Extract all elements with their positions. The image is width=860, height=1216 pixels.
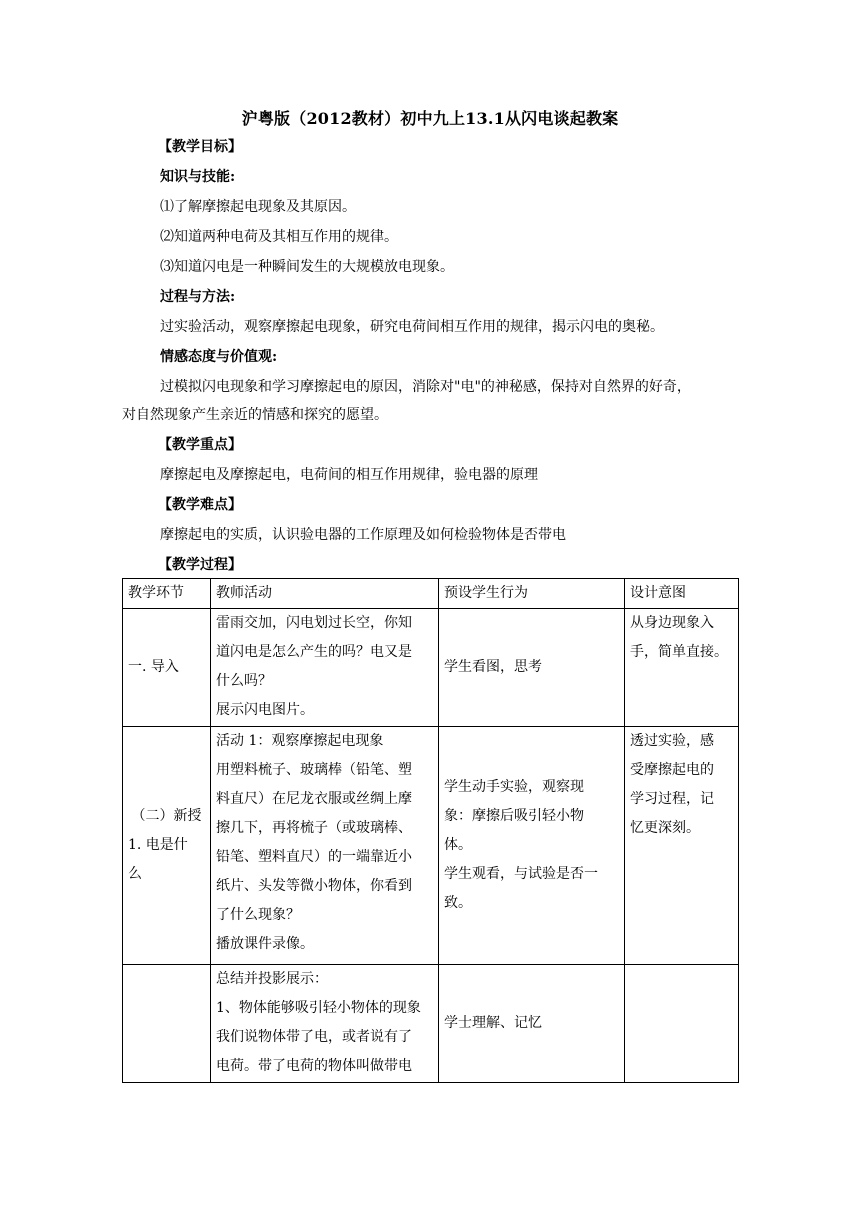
knowledge-heading: 知识与技能:	[160, 169, 236, 185]
key-points-heading: 【教学重点】	[158, 437, 242, 453]
header-student: 预设学生行为	[439, 579, 625, 609]
row2-stage: （二）新授 1. 电是什 么	[123, 727, 211, 965]
attitude-heading: 情感态度与价值观:	[160, 349, 278, 365]
table-row	[123, 965, 739, 1083]
knowledge-item-1: ⑴了解摩擦起电现象及其原因。	[160, 199, 356, 215]
process-method-text: 过实验活动，观察摩擦起电现象，研究电荷间相互作用的规律，揭示闪电的奥秘。	[160, 319, 664, 335]
table-header-row	[123, 579, 739, 609]
row2-teacher: 活动 1：观察摩擦起电现象 用塑料梳子、玻璃棒（铅笔、塑 料直尺）在尼龙衣服或丝绸上摩 擦几下，再将梳子（或玻璃棒、 铅笔、塑料直尺）的一端靠近小 纸片、头发等微小物体，你看到 了什么现象？ 播放课件录像。	[211, 727, 439, 965]
table-row	[123, 609, 739, 727]
row1-teacher: 雷雨交加，闪电划过长空，你知 道闪电是怎么产生的吗？电又是 什么吗？ 展示闪电图片。	[211, 609, 439, 727]
header-stage: 教学环节	[123, 579, 211, 609]
row3-student: 学士理解、记忆	[439, 965, 625, 1083]
knowledge-item-2: ⑵知道两种电荷及其相互作用的规律。	[160, 229, 398, 245]
row1-intent: 从身边现象入 手，简单直接。	[625, 609, 739, 727]
row3-stage	[123, 965, 211, 1083]
objectives-heading: 【教学目标】	[158, 139, 242, 155]
key-points-text: 摩擦起电及摩擦起电，电荷间的相互作用规律，验电器的原理	[160, 467, 538, 483]
row3-teacher: 总结并投影展示： 1、物体能够吸引轻小物体的现象 我们说物体带了电，或者说有了 电荷。带了电荷的物体叫做带电	[211, 965, 439, 1083]
difficulties-heading: 【教学难点】	[158, 497, 242, 513]
row1-student: 学生看图，思考	[439, 609, 625, 727]
process-method-heading: 过程与方法:	[160, 289, 236, 305]
row2-student: 学生动手实验，观察现 象：摩擦后吸引轻小物 体。 学生观看，与试验是否一 致。	[439, 727, 625, 965]
header-teacher: 教师活动	[211, 579, 439, 609]
row2-intent: 透过实验，感 受摩擦起电的 学习过程，记 忆更深刻。	[625, 727, 739, 965]
header-intent: 设计意图	[625, 579, 739, 609]
attitude-line-2: 对自然现象产生亲近的情感和探究的愿望。	[122, 407, 388, 423]
teaching-process-table	[122, 578, 739, 1083]
page-title: 沪粤版（2012教材）初中九上13.1从闪电谈起教案	[241, 109, 619, 128]
knowledge-item-3: ⑶知道闪电是一种瞬间发生的大规模放电现象。	[160, 259, 454, 275]
row1-stage: 一. 导入	[123, 609, 211, 727]
table-row	[123, 727, 739, 965]
row3-intent	[625, 965, 739, 1083]
difficulties-text: 摩擦起电的实质，认识验电器的工作原理及如何检验物体是否带电	[160, 527, 566, 543]
process-heading: 【教学过程】	[158, 557, 242, 573]
attitude-line-1: 过模拟闪电现象和学习摩擦起电的原因，消除对"电"的神秘感，保持对自然界的好奇，	[160, 379, 691, 395]
